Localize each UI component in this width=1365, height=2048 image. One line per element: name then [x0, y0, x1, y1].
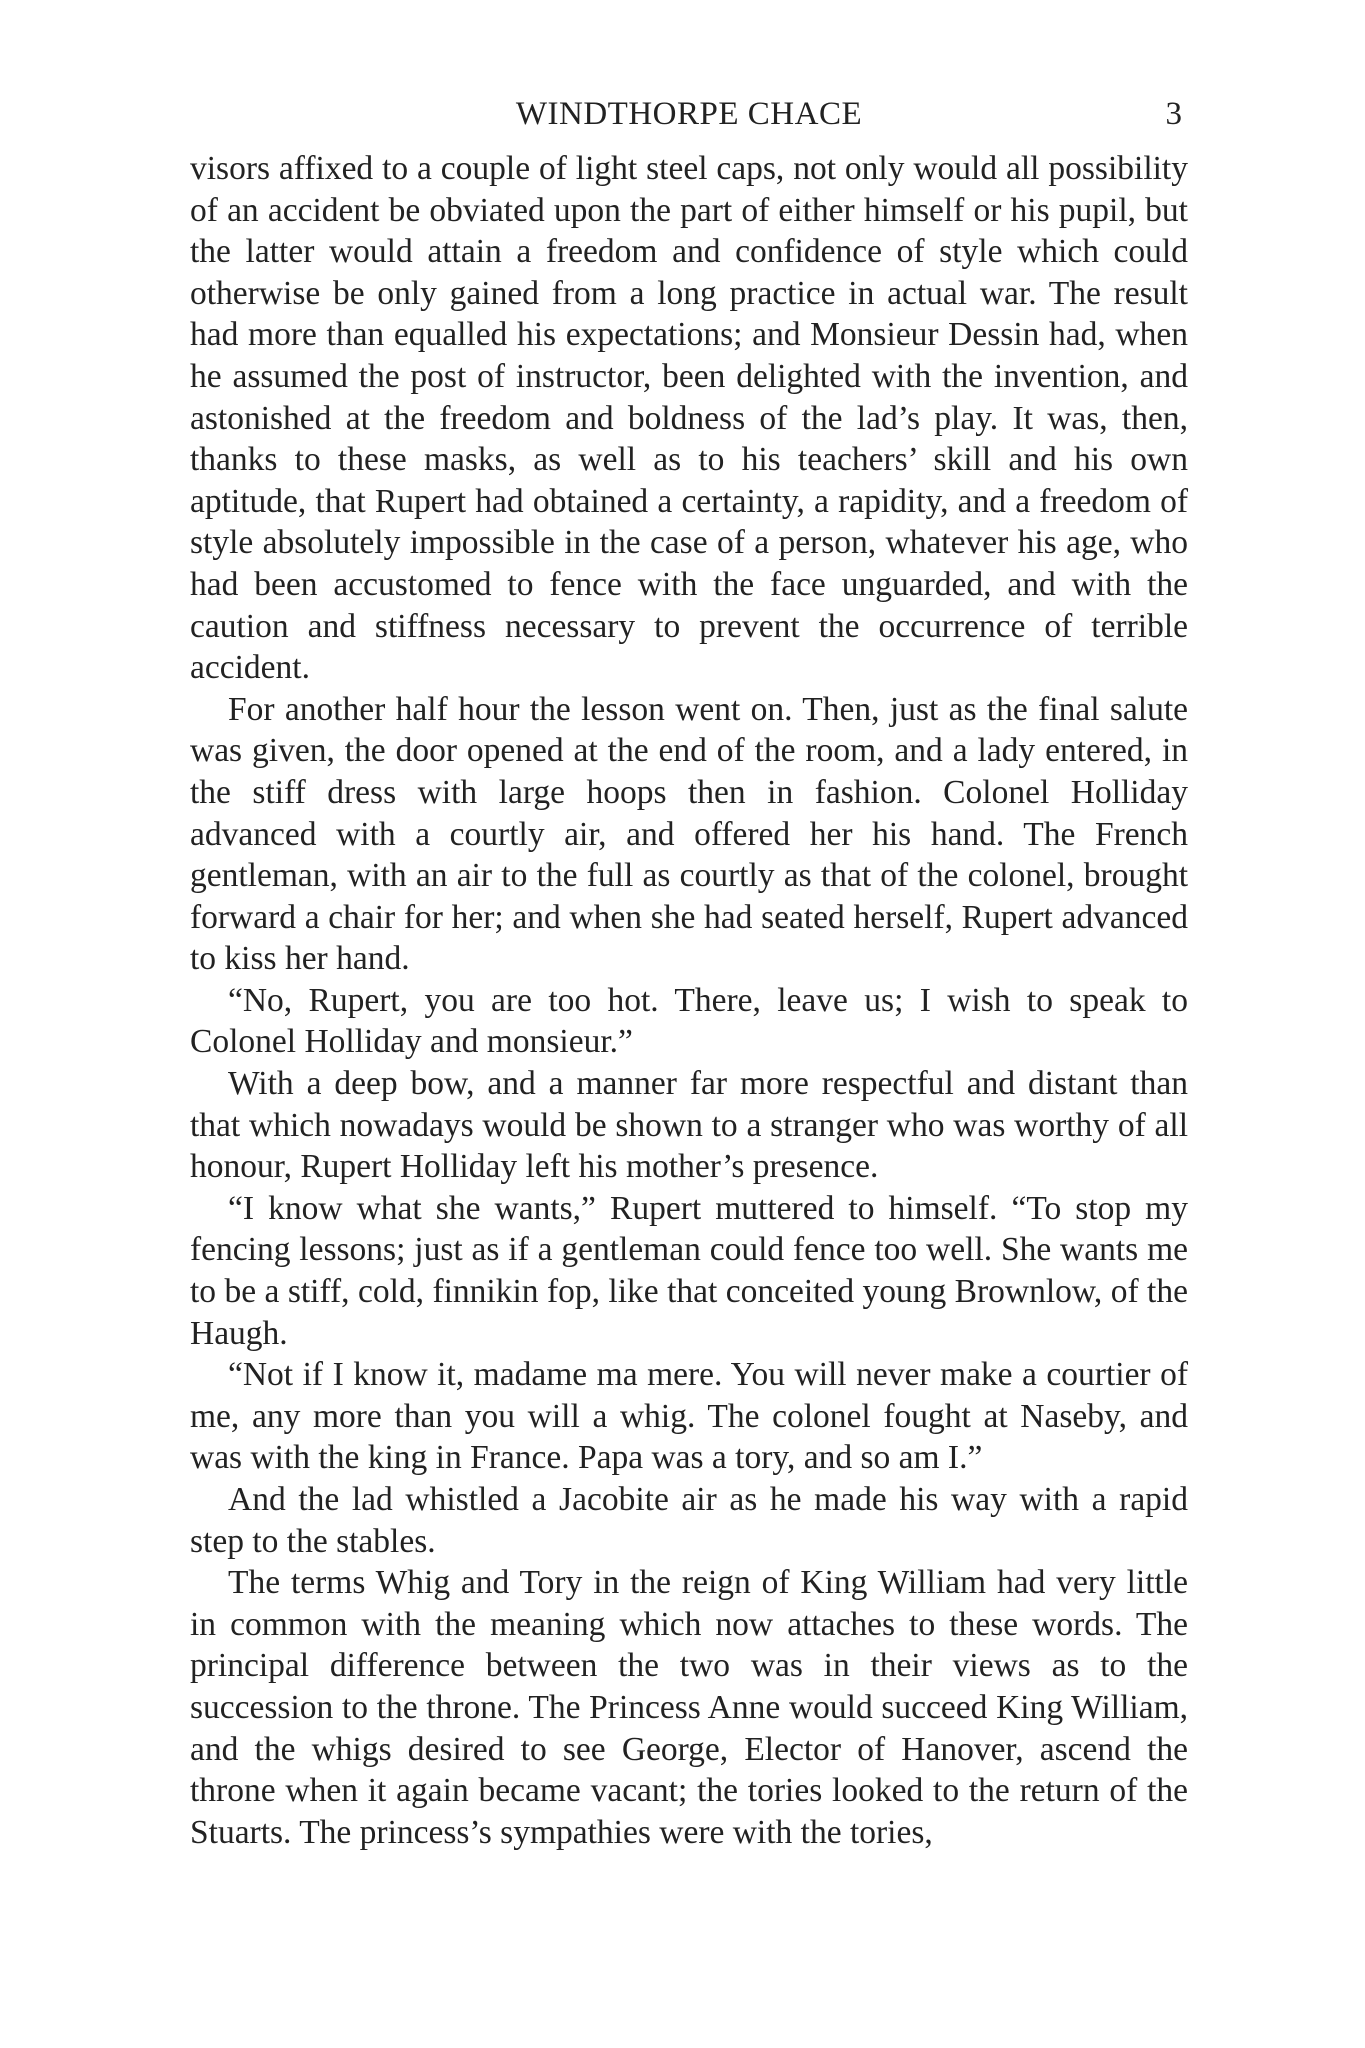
- body-text: [190, 148, 1188, 1853]
- paragraph: “I know what she wants,” Rupert muttered to himself. “To stop my fencing lessons; just as if a gentleman could fence too well. She wants me to be a stiff, cold, finnikin fop, like that conceited young Brownlow, of the Haugh.: [190, 1189, 1188, 1352]
- paragraph: With a deep bow, and a manner far more respectful and distant than that which nowadays would be shown to a stranger who was worthy of all honour, Rupert Holliday left his mother’s presence.: [190, 1065, 1188, 1186]
- paragraph: For another half hour the lesson went on. Then, just as the final salute was given, the door opened at the end of the room, and a lady entered, in the stiff dress with large hoops then in fashion. Colonel Holliday advanced with a courtly air, and offered her his hand. The French gentleman, with an air to the full as courtly as that of the colonel, brought forward a chair for her; and when she had seated herself, Rupert advanced to kiss her hand.: [190, 690, 1188, 978]
- page-number: 3: [1165, 96, 1182, 132]
- paragraph: visors affixed to a couple of light steel caps, not only would all possibility of an accident be obviated upon the part of either himself or his pupil, but the latter would attain a freedom and confidence of style which could otherwise be only gained from a long practice in actual war. The result had more than equalled his expectations; and Monsieur Dessin had, when he assumed the post of instructor, been delighted with the invention, and astonished at the freedom and boldness of the lad’s play. It was, then, thanks to these masks, as well as to his teachers’ skill and his own aptitude, that Rupert had obtained a certainty, a rapidity, and a freedom of style absolutely impossible in the case of a person, whatever his age, who had been accustomed to fence with the face unguarded, and with the caution and stiffness necessary to prevent the occurrence of terrible accident.: [190, 150, 1188, 687]
- paragraph: The terms Whig and Tory in the reign of King William had very little in common with the meaning which now attaches to these words. The principal difference between the two was in their views as to the succession to the throne. The Princess Anne would succeed King William, and the whigs desired to see George, Elector of Hanover, ascend the throne when it again became vacant; the tories looked to the return of the Stuarts. The princess’s sympathies were with the tories,: [190, 1564, 1188, 1851]
- running-title: WINDTHORPE CHACE: [515, 96, 863, 132]
- paragraph: And the lad whistled a Jacobite air as he made his way with a rapid step to the stables.: [190, 1481, 1188, 1560]
- running-head: [190, 88, 1188, 140]
- book-page: [190, 88, 1188, 1853]
- paragraph: “Not if I know it, madame ma mere. You will never make a courtier of me, any more than you will a whig. The colonel fought at Naseby, and was with the king in France. Papa was a tory, and so am I.”: [190, 1356, 1188, 1477]
- paragraph: “No, Rupert, you are too hot. There, leave us; I wish to speak to Colonel Holliday and monsieur.”: [190, 981, 1188, 1061]
